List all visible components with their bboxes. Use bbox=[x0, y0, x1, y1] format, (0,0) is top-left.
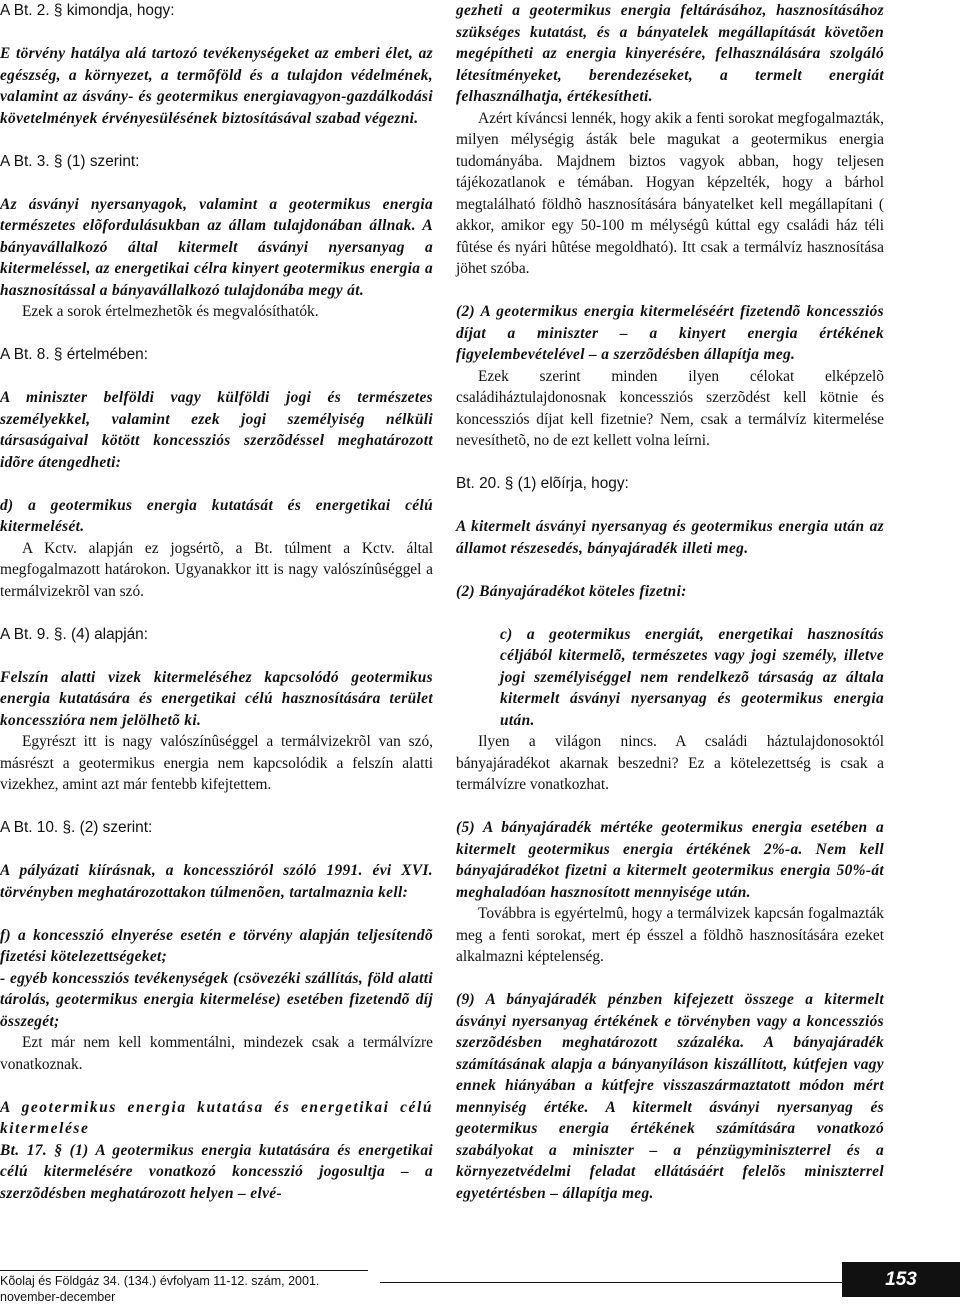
left-paragraph: Felszín alatti vizek kitermeléséhez kapcsolódó geotermikus energia kutatására és energetikai célú hasznosítására terület koncesszióra nem jelölhetõ ki. bbox=[0, 668, 433, 729]
right-paragraph: Továbbra is egyértelmû, hogy a termálvizek kapcsán fogalmazták meg a fenti sorokat, mert ép ésszel a földhõ hasznosítására ezeket alkalmazni képtelenség. bbox=[456, 905, 884, 965]
right-paragraph: A kitermelt ásványi nyersanyag és geotermikus energia után az államot részesedés, bányajáradék illeti meg. bbox=[456, 518, 884, 557]
right-paragraph: c) a geotermikus energiát, energetikai hasznosítás céljából kitermelõ, természetes vagy jogi személy, illetve jogi személyiséggel nem rendelkezõ társaság az általa kitermelt ásványi nyersanyag és geotermikus energia után. bbox=[500, 625, 884, 729]
left-paragraph: A Kctv. alapján ez jogsértõ, a Bt. túlment a Kctv. által megfogalmazott határokon. Ugyanakkor itt is nagy valószínûséggel a termálvizekrõl van szó. bbox=[0, 539, 433, 600]
left-paragraph: - egyéb koncessziós tevékenységek (csövezéki szállítás, föld alatti tárolás, geotermikus energia kitermelése) esetében fizetendõ díj összegét; bbox=[0, 969, 433, 1030]
right-paragraph: (2) A geotermikus energia kitermeléséért fizetendõ koncessziós díjat a miniszter – a kinyert energia értékének figyelembevételével – a szerzõdésben állapítja meg. bbox=[456, 303, 884, 363]
right-paragraph: gezheti a geotermikus energia feltárásához, hasznosításához szükséges kutatást, és a bányatelek megállapítását követõen megépítheti az energia kinyerésére, felhasználására szolgáló létesítményeket, berendezéseket, a termelt energiát felhasználhatja, értékesítheti. bbox=[456, 2, 884, 105]
page-number: 153 bbox=[842, 1262, 960, 1297]
right-paragraph: Azért kíváncsi lennék, hogy akik a fenti sorokat megfogalmazták, milyen mélységig ásták bele magukat a geotermikus energia tudományába. Majdnem biztos vagyok abban, hogy teljesen tájékozatlanok e témában. Hogyan képzelték, hogy a bárhol megtalálható földhõ hasznosítására bányatelket kell megállapítani ( akkor, amikor egy 50-100 m mélységû kúttal egy családi ház téli fûtése és nyári hûtése megoldható). Itt csak a termálvíz hasznosítása jöhet szóba. bbox=[456, 109, 884, 277]
footer-divider bbox=[380, 1282, 842, 1283]
left-paragraph: Bt. 17. § (1) A geotermikus energia kutatására és energetikai célú kitermelésére vonatkozó koncesszió jogosultja – a szerzõdésben meghatározott helyen – elvé- bbox=[0, 1141, 433, 1202]
left-paragraph: A pályázati kiírásnak, a koncesszióról szóló 1991. évi XVI. törvényben meghatározottakon túlmenõen, tartalmaznia kell: bbox=[0, 862, 433, 901]
right-paragraph: Bt. 20. § (1) elõírja, hogy: bbox=[456, 475, 629, 492]
right-paragraph: (2) Bányajáradékot köteles fizetni: bbox=[456, 582, 687, 600]
footer-journal-info: Kõolaj és Földgáz 34. (134.) évfolyam 11-12. szám, 2001. november-december bbox=[0, 1270, 368, 1289]
right-paragraph: Ezek szerint minden ilyen célokat elképzelõ családiháztulajdonosnak koncessziós szerzõdést kell kötnie és koncessziós díjat kell fizetnie? Nem, csak a termálvíz kitermelése nevesíthetõ, no de ezt kellett volna leírni. bbox=[456, 367, 884, 449]
right-paragraph: (9) A bányajáradék pénzben kifejezett összege a kitermelt ásványi nyersanyag értékének e törvényben vagy a koncessziós szerzõdésben meghatározott százaléka. A bányajáradék számításának alapja a bányanyíláson kiszállított, kútfejen vagy ennek hiányában a kútfejre visszaszármaztatott módon mért mennyiség értéke. A kitermelt ásványi nyersanyag és geotermikus energia értékének számítására vonatkozó szabályokat a miniszter – a pénzügyminiszterrel és a környezetvédelmi feladat ellátásáért felelõs miniszterrel egyetértésben – állapítja meg. bbox=[456, 991, 884, 1202]
right-paragraph: (5) A bányajáradék mértéke geotermikus energia esetében a kitermelt geotermikus energia értékének 2%-a. Nem kell bányajáradékot fizetni a kitermelt geotermikus energia 50%-át meghaladóan hasznosított mennyisége után. bbox=[456, 819, 884, 901]
left-paragraph: Ezek a sorok értelmezhetõk és megvalósíthatók. bbox=[22, 303, 319, 320]
left-paragraph: f) a koncesszió elnyerése esetén e törvény alapján teljesítendõ fizetési kötelezettségeket; bbox=[0, 926, 433, 965]
left-paragraph: Ezt már nem kell kommentálni, mindezek csak a termálvízre vonatkoznak. bbox=[0, 1034, 433, 1073]
left-paragraph: A geotermikus energia kutatása és energetikai célú kitermelése bbox=[0, 1098, 433, 1137]
left-paragraph: A Bt. 3. § (1) szerint: bbox=[0, 152, 140, 170]
left-paragraph: A miniszter belföldi vagy külföldi jogi és természetes személyekkel, valamint ezek jogi személyiség nélküli társaságaival kötött koncessziós szerzõdéssel meghatározott idõre átengedheti: bbox=[0, 389, 433, 471]
left-paragraph: d) a geotermikus energia kutatását és energetikai célú kitermelését. bbox=[0, 496, 433, 535]
left-paragraph: A Bt. 2. § kimondja, hogy: bbox=[0, 2, 175, 19]
left-paragraph: A Bt. 10. §. (2) szerint: bbox=[0, 819, 153, 836]
right-column bbox=[456, 0, 884, 1204]
right-paragraph: Ilyen a világon nincs. A családi háztulajdonosoktól bányajáradékot akarnak beszedni? Ez a kötelezettség is csak a termálvízre vonatkozhat. bbox=[456, 733, 884, 793]
left-paragraph: A Bt. 8. § értelmében: bbox=[0, 346, 149, 363]
left-column bbox=[0, 0, 433, 1204]
left-paragraph: Egyrészt itt is nagy valószínûséggel a termálvizekrõl van szó, másrészt a geotermikus energia nem kapcsolódik a felszín alatti vizekhez, amint azt már fentebb kifejtettem. bbox=[0, 733, 433, 793]
left-paragraph: E törvény hatálya alá tartozó tevékenységeket az emberi élet, az egészség, a környezet, a termõföld és a tulajdon védelmének, valamint az ásvány- és geotermikus energiavagyon-gazdálkodási követelmények érvényesülésének biztosításával szabad végezni. bbox=[0, 45, 433, 127]
left-paragraph: Az ásványi nyersanyagok, valamint a geotermikus energia természetes elõfordulásukban az állam tulajdonában állnak. A bányavállalkozó által kitermelt ásványi nyersanyag a kitermeléssel, az energetikai célra kinyert geotermikus energia a hasznosítással a bányavállalkozó tulajdonába megy át. bbox=[0, 195, 433, 299]
left-paragraph: A Bt. 9. §. (4) alapján: bbox=[0, 625, 149, 643]
